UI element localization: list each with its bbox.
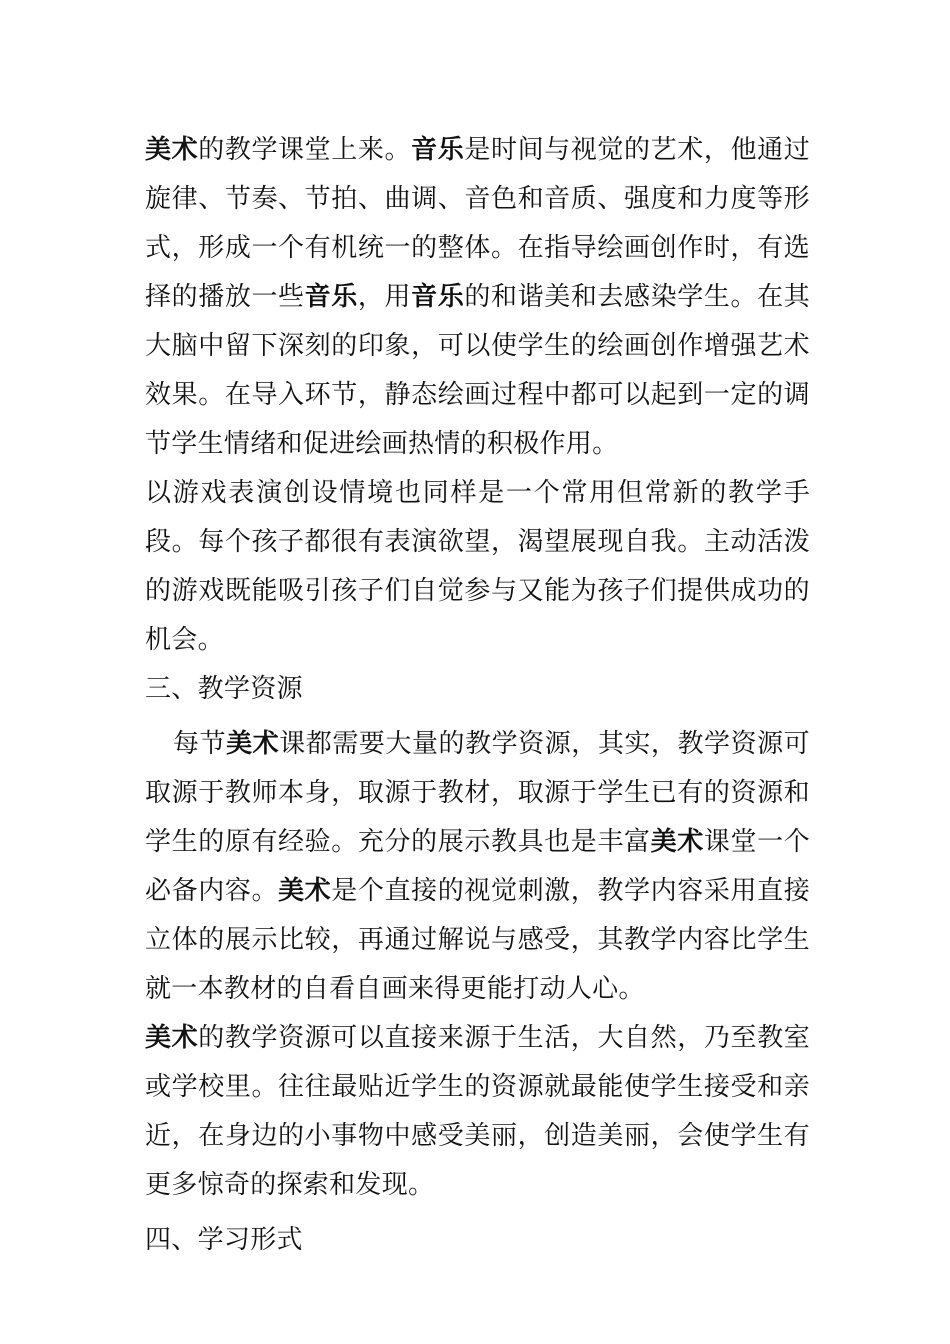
- text-segment: 课堂一个必备内容。: [145, 827, 811, 906]
- text-segment: 的教学资源可以直接来源于生活，大自然，乃至教室或学校里。往往最贴近学生的资源就最能使学生接受和亲近，在身边的小事物中感受美丽，创造美丽，会使学生有更多惊奇的探索和发现。: [145, 1023, 810, 1200]
- text-segment: ，用: [357, 282, 412, 312]
- keyword-art: 美术: [145, 1023, 199, 1053]
- keyword-music: 音乐: [411, 282, 465, 312]
- keyword-art: 美术: [278, 876, 332, 906]
- section-heading-learning-forms: 四、学习形式: [145, 1225, 303, 1255]
- keyword-music: 音乐: [411, 135, 465, 165]
- paragraph-resource-sources: [145, 1014, 810, 1210]
- text-segment: 是个直接的视觉刺激，教学内容采用直接立体的展示比较，再通过解说与感受，其教学内容比学生就一本教材的自看自画来得更能打动人心。: [145, 876, 810, 1004]
- text-segment: 课都需要大量的教学资源，其实，教学资源可取源于教师本身，取源于教材，取源于学生已有的资源和学生的原有经验。充分的展示教具也是丰富: [145, 729, 810, 857]
- section-heading-teaching-resources: 三、教学资源: [145, 674, 303, 704]
- paragraph-teaching-resources: [145, 720, 810, 1014]
- paragraph-game-performance: 以游戏表演创设情境也同样是一个常用但常新的教学手段。每个孩子都很有表演欲望，渴望展现自我。主动活泼的游戏既能吸引孩子们自觉参与又能为孩子们提供成功的机会。: [145, 478, 810, 655]
- keyword-art: 美术: [226, 729, 280, 759]
- text-segment: 的教学课堂上来。: [198, 135, 412, 165]
- document-page: [145, 126, 810, 1265]
- paragraph-music: [145, 126, 810, 469]
- keyword-music: 音乐: [304, 282, 358, 312]
- text-segment: 是时间与视觉的艺术，他通过旋律、节奏、节拍、曲调、音色和音质、强度和力度等形式，形成一个有机统一的整体。在指导绘画创作时，有选择的播放一些: [145, 135, 810, 312]
- keyword-art: 美术: [145, 135, 199, 165]
- keyword-art: 美术: [650, 827, 704, 857]
- text-segment: 每节: [173, 729, 227, 759]
- text-segment: 的和谐美和去感染学生。在其大脑中留下深刻的印象，可以使学生的绘画创作增强艺术效果。在导入环节，静态绘画过程中都可以起到一定的调节学生情绪和促进绘画热情的积极作用。: [145, 282, 811, 459]
